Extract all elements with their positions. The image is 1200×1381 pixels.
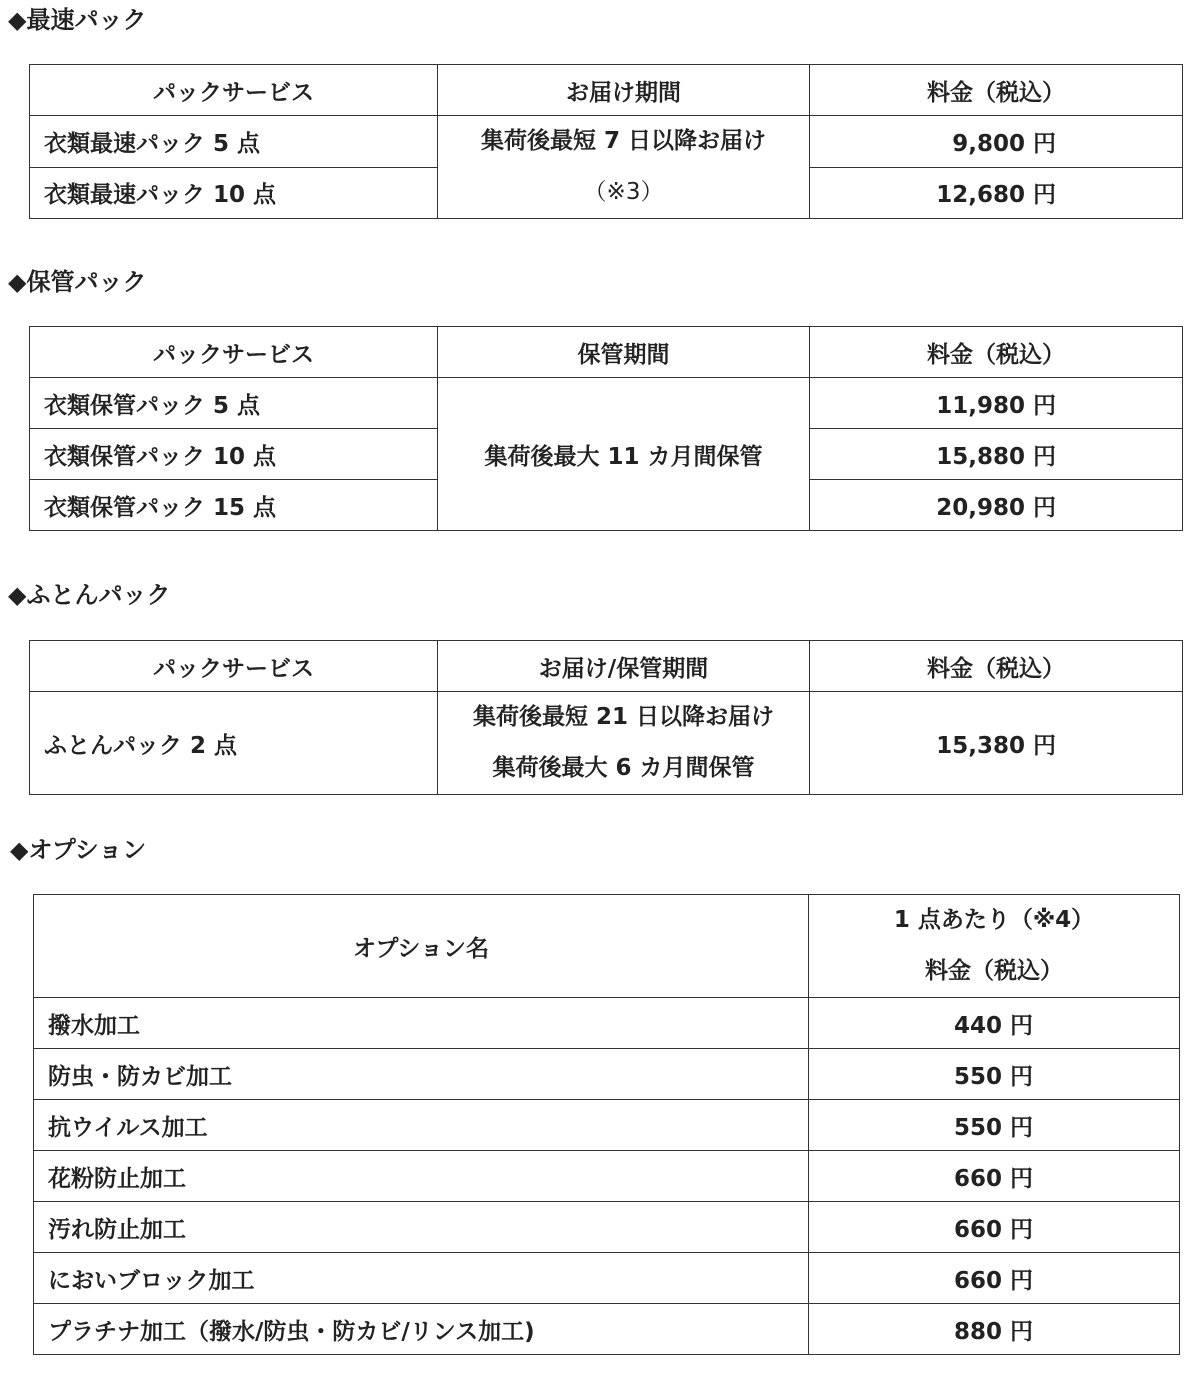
header-price: 料金（税込） (810, 641, 1183, 692)
header-delivery-storage-period: お届け/保管期間 (438, 641, 810, 692)
pack-price: 15,380 円 (810, 692, 1183, 795)
option-price: 440 円 (809, 998, 1180, 1049)
header-option-price (809, 895, 1180, 998)
option-price: 660 円 (809, 1253, 1180, 1304)
option-price: 660 円 (809, 1151, 1180, 1202)
pack-price: 20,980 円 (810, 480, 1183, 531)
note-reference: （※3） (583, 179, 664, 205)
table-row (30, 692, 1183, 795)
delivery-period-text: 集荷後最短 21 日以降お届け (472, 704, 775, 730)
delivery-storage-period-cell (438, 692, 810, 795)
table-header-row (34, 895, 1180, 998)
options-table (33, 894, 1180, 1355)
header-per-item: 1 点あたり（※4） (893, 907, 1095, 933)
table-header-row (30, 641, 1183, 692)
pack-name: ふとんパック 2 点 (30, 692, 438, 795)
storage-period-cell: 集荷後最大 11 カ月間保管 (438, 378, 810, 531)
fastest-pack-heading: ◆最速パック (8, 6, 147, 34)
header-storage-period: 保管期間 (438, 327, 810, 378)
option-price: 550 円 (809, 1049, 1180, 1100)
option-name: 撥水加工 (34, 998, 809, 1049)
pack-price: 11,980 円 (810, 378, 1183, 429)
header-pack-service: パックサービス (30, 327, 438, 378)
pack-name: 衣類保管パック 5 点 (30, 378, 438, 429)
table-row (30, 116, 1183, 168)
header-pack-service: パックサービス (30, 65, 438, 116)
storage-pack-table (29, 326, 1183, 531)
pack-name: 衣類最速パック 5 点 (30, 116, 438, 168)
option-price: 550 円 (809, 1100, 1180, 1151)
table-row (34, 1202, 1180, 1253)
delivery-period-cell (438, 116, 810, 219)
option-price: 880 円 (809, 1304, 1180, 1355)
table-row (34, 1151, 1180, 1202)
pack-price: 15,880 円 (810, 429, 1183, 480)
option-price: 660 円 (809, 1202, 1180, 1253)
table-row (34, 1253, 1180, 1304)
storage-pack-heading: ◆保管パック (8, 268, 147, 296)
futon-pack-table (29, 640, 1183, 795)
table-row (34, 998, 1180, 1049)
storage-period-text: 集荷後最大 6 カ月間保管 (492, 755, 755, 781)
option-name: 抗ウイルス加工 (34, 1100, 809, 1151)
table-header-row (30, 327, 1183, 378)
option-name: においブロック加工 (34, 1253, 809, 1304)
pack-price: 9,800 円 (810, 116, 1183, 168)
header-price: 料金（税込） (810, 327, 1183, 378)
header-price: 料金（税込） (810, 65, 1183, 116)
options-heading: ◆オプション (10, 836, 147, 864)
pack-price: 12,680 円 (810, 167, 1183, 219)
option-name: 花粉防止加工 (34, 1151, 809, 1202)
table-header-row (30, 65, 1183, 116)
table-row (34, 1100, 1180, 1151)
futon-pack-heading: ◆ふとんパック (8, 581, 171, 609)
option-name: 汚れ防止加工 (34, 1202, 809, 1253)
delivery-period-text: 集荷後最短 7 日以降お届け (480, 128, 767, 154)
table-row (34, 1304, 1180, 1355)
pack-name: 衣類保管パック 10 点 (30, 429, 438, 480)
pack-name: 衣類最速パック 10 点 (30, 167, 438, 219)
header-price-tax: 料金（税込） (925, 958, 1063, 984)
option-name: プラチナ加工（撥水/防虫・防カビ/リンス加工) (34, 1304, 809, 1355)
pack-name: 衣類保管パック 15 点 (30, 480, 438, 531)
table-row (34, 1049, 1180, 1100)
table-row (30, 378, 1183, 429)
header-delivery-period: お届け期間 (438, 65, 810, 116)
header-pack-service: パックサービス (30, 641, 438, 692)
fastest-pack-table (29, 64, 1183, 219)
header-option-name: オプション名 (34, 895, 809, 998)
option-name: 防虫・防カビ加工 (34, 1049, 809, 1100)
